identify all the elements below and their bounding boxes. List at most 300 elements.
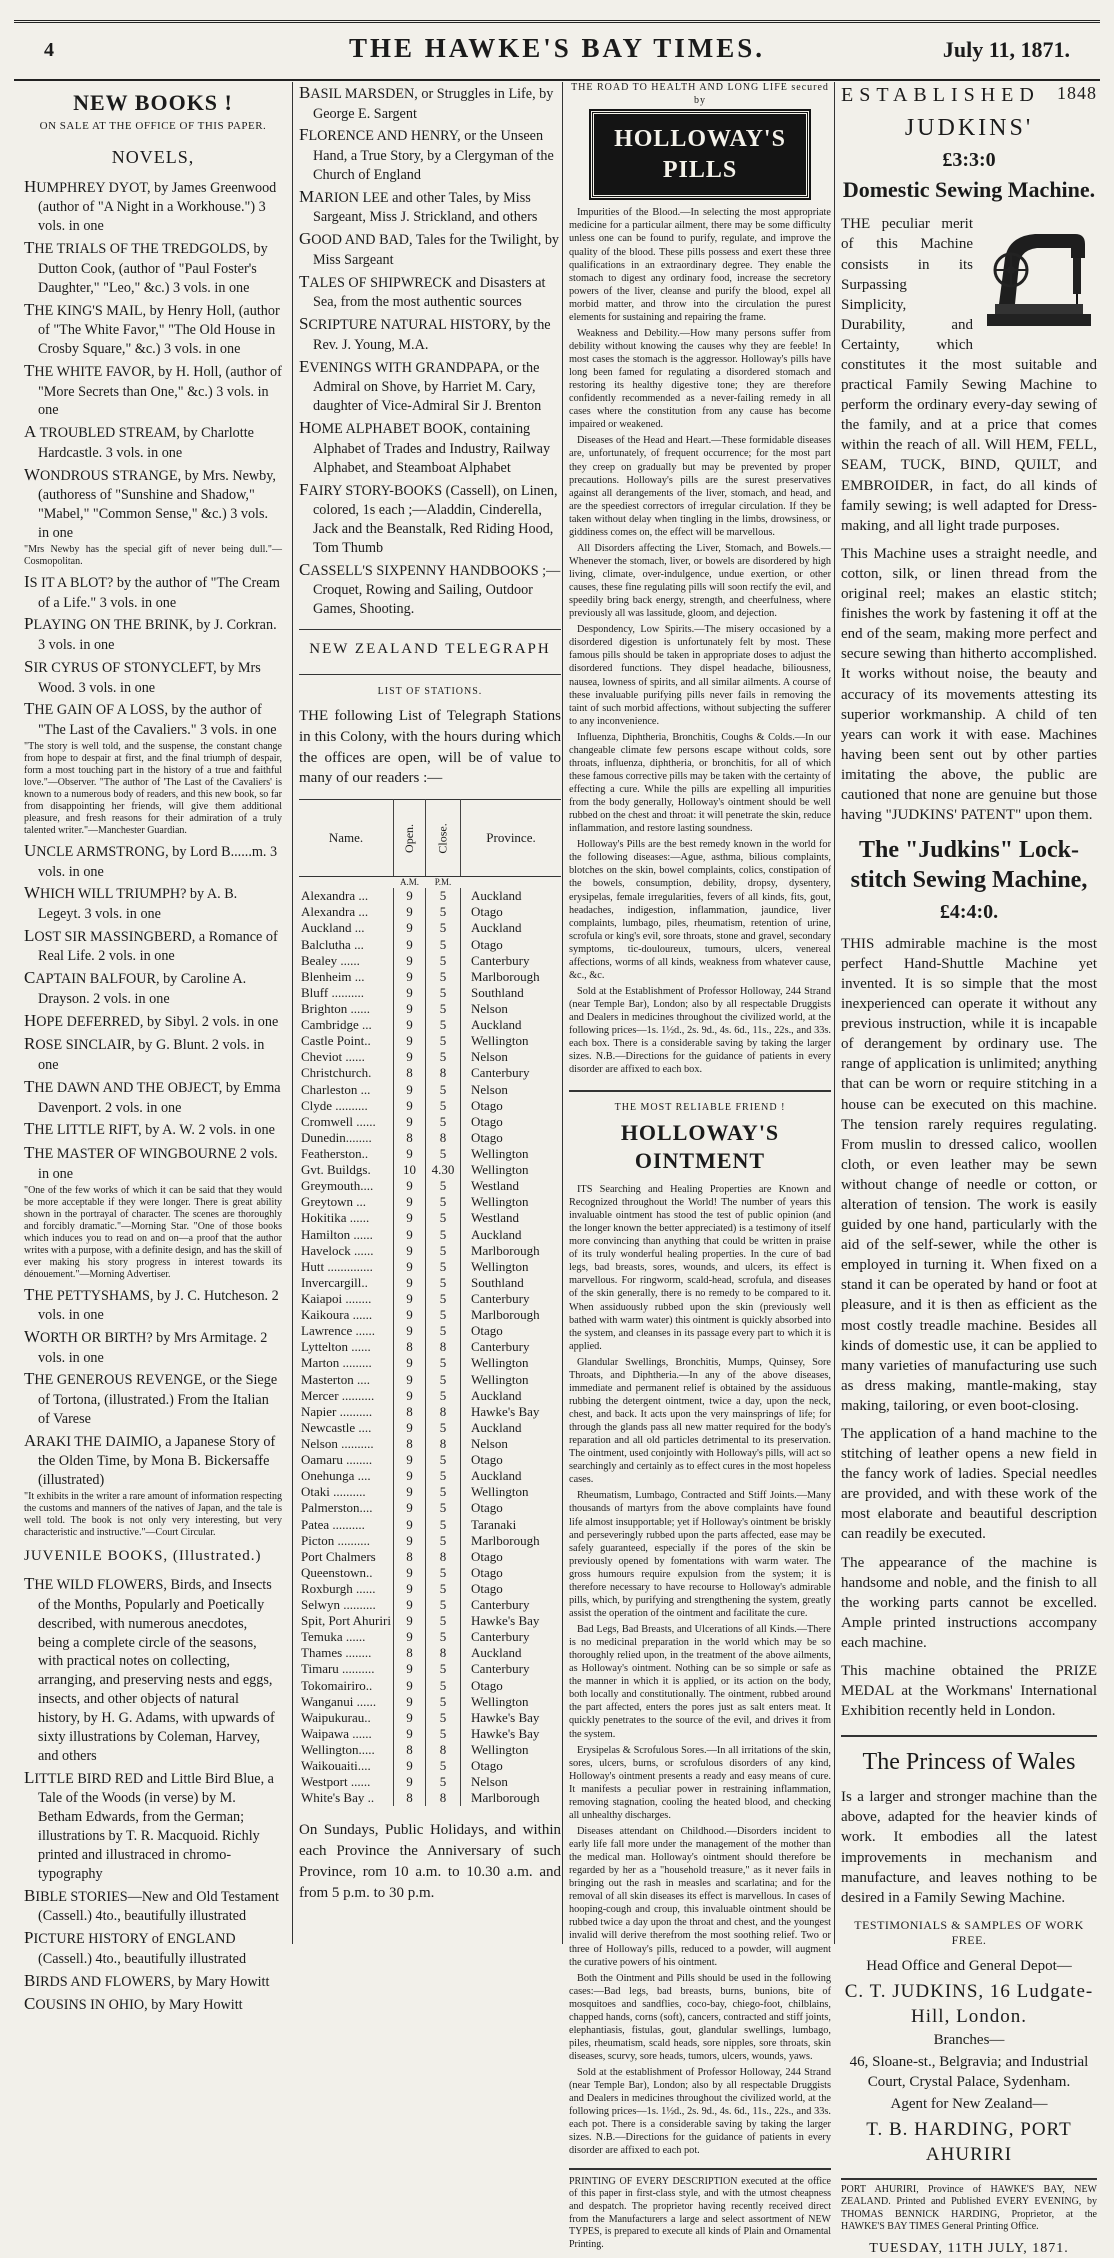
- station-name: Queenstown..: [301, 1564, 373, 1580]
- pills-banner: HOLLOWAY'S PILLS: [591, 111, 809, 198]
- close-hour: 8: [426, 1645, 461, 1661]
- table-row: [299, 1404, 561, 1420]
- close-hour: 5: [426, 1017, 461, 1033]
- open-hour: 8: [394, 1436, 426, 1452]
- station-name: Kaikoura ......: [301, 1307, 373, 1323]
- open-hour: 8: [394, 1645, 426, 1661]
- province: Auckland: [461, 1468, 562, 1484]
- open-hour: 9: [394, 1275, 426, 1291]
- station-name: Alexandra ...: [301, 904, 369, 920]
- close-hour: 5: [426, 1694, 461, 1710]
- station-name: Waikouaiti....: [301, 1758, 371, 1774]
- testimonials-line: TESTIMONIALS & SAMPLES OF WORK FREE.: [854, 1917, 1084, 1948]
- ad-paragraph: Glandular Swellings, Bronchitis, Mumps, Quinsey, Sore Throats, and Diphtheria.—In any of the above diseases, immediate and permanent relief is obtained by the assiduous rubbing the detergent ointment, twice a day, upon the neck, chest, and back. It acts upon the very mainsprings of life; for through the glands pass all new matter required for the body's reparation and all old particles detrimental to its preservation. The ointment, used conjointly with Holloway's pills, will act so searchingly and certainly as to effect cures in the most hopeless cases.: [569, 1356, 831, 1486]
- table-row: [299, 1581, 561, 1597]
- book-entry: THE GAIN OF A LOSS, by the author of "The Last of the Cavaliers." 3 vols. in one: [24, 699, 277, 739]
- province: Nelson: [461, 1082, 562, 1098]
- province: Taranaki: [461, 1517, 562, 1533]
- station-name: Gvt. Buildgs.: [301, 1162, 371, 1178]
- station-name: Bealey ......: [301, 952, 360, 968]
- telegraph-footer: On Sundays, Public Holidays, and within each Province the Anniversary of such Province, rom 10 a.m. to 10.30 a.m. and from 5 p.m. to 30 p.m.: [299, 1822, 561, 1901]
- column-header-close: Close.: [426, 800, 461, 877]
- close-hour: 5: [426, 1227, 461, 1243]
- pills-text: [569, 206, 831, 1076]
- new-books-subheading: ON SALE AT THE OFFICE OF THIS PAPER.: [39, 120, 267, 133]
- page-number: 4: [44, 39, 54, 61]
- masthead: [14, 20, 1100, 81]
- ad-paragraph: Weakness and Debility.—How many persons suffer from debility without knowing the causes why they are feeble! In most cases the stomach is the aggressor. Holloway's pills have long been famed for regulating a disordered stomach and restoring its healthy digestive tone; they are therefore confidently recommended as a never-failing remedy in all cases where the constitution from any cause has become impaired or weakened.: [569, 327, 831, 431]
- pills-tagline: THE ROAD TO HEALTH AND LONG LIFE secured by: [571, 82, 829, 106]
- province: Canterbury: [461, 1661, 562, 1677]
- province: Otago: [461, 1500, 562, 1516]
- province: Wellington: [461, 1372, 562, 1388]
- close-hour: 5: [426, 1243, 461, 1259]
- table-row: [299, 1243, 561, 1259]
- open-hour: 9: [394, 1581, 426, 1597]
- review-quote: "It exhibits in the writer a rare amount of information respecting the customs and manners of the natives of Japan, and the tale is well told. The book is not only very interesting, but very characteristic and instructive."—Court Circular.: [24, 1491, 282, 1539]
- station-name: Port Chalmers: [301, 1548, 376, 1564]
- station-name: Tokomairiro..: [301, 1677, 373, 1693]
- close-hour: 5: [426, 1484, 461, 1500]
- princess-description: Is a larger and stronger machine than the above, adapted for the heavier kinds of work. It embodies all the latest improvements in mechanism and manufacture, and leaves nothing to be desired in a Family Sewing Machine.: [841, 1789, 1097, 1906]
- juvenile-heading: JUVENILE BOOKS, (Illustrated.): [24, 1548, 262, 1565]
- close-hour: 5: [426, 1613, 461, 1629]
- close-hour: 5: [426, 1774, 461, 1790]
- close-hour: 5: [426, 1500, 461, 1516]
- close-hour: 5: [426, 1082, 461, 1098]
- book-entry: FAIRY STORY-BOOKS (Cassell), on Linen, colored, 1s each ;—Aladdin, Cinderella, Jack and the Beanstalk, Red Riding Hood, Tom Thumb: [299, 479, 558, 556]
- established-label: ESTABLISHED: [841, 84, 1040, 106]
- open-hour: 10: [394, 1162, 426, 1178]
- open-hour: 8: [394, 1790, 426, 1806]
- open-hour: 9: [394, 1661, 426, 1677]
- open-hour: 9: [394, 1500, 426, 1516]
- close-hour: 5: [426, 1468, 461, 1484]
- table-row: [299, 985, 561, 1001]
- lockstitch-title: The "Judkins" Lock-stitch Sewing Machine,: [850, 837, 1088, 894]
- province: Marlborough: [461, 1307, 562, 1323]
- book-entry: FLORENCE AND HENRY, or the Unseen Hand, a True Story, by a Clergyman of the Church of England: [299, 125, 554, 183]
- close-hour: 5: [426, 1355, 461, 1371]
- station-name: Selwyn ..........: [301, 1597, 376, 1613]
- table-row: [299, 1452, 561, 1468]
- province: Hawke's Bay: [461, 1726, 562, 1742]
- province: Wellington: [461, 1194, 562, 1210]
- province: Canterbury: [461, 1339, 562, 1355]
- close-hour: 5: [426, 1033, 461, 1049]
- close-hour: 5: [426, 1323, 461, 1339]
- ad-paragraph: Bad Legs, Bad Breasts, and Ulcerations of all Kinds.—There is no medicinal preparation in the world which may be so thoroughly relied upon, in the treatment of the above ailments, as Holloway's ointment. Nothing can be so simple or safe as the manner in which it is applied, or its action on the body, both locally and constitutionally. The ointment, rubbed around the part affected, enters the pores just as salt enters meat. It quickly penetrates to the source of the evil, and drives it from the system.: [569, 1624, 831, 1740]
- close-hour: 5: [426, 1001, 461, 1017]
- province: Canterbury: [461, 1291, 562, 1307]
- close-hour: 5: [426, 953, 461, 969]
- head-office-label: Head Office and General Depot—: [866, 1957, 1072, 1974]
- book-entry: EVENINGS WITH GRANDPAPA, or the Admiral on Shove, by Harriet M. Cary, daughter of Vice-Admiral Sir J. Brenton: [299, 356, 542, 415]
- province: Westland: [461, 1210, 562, 1226]
- telegraph-subheading: LIST OF STATIONS.: [377, 686, 483, 698]
- province: Otago: [461, 904, 562, 920]
- station-name: Lawrence ......: [301, 1323, 375, 1339]
- open-hour: 9: [394, 920, 426, 936]
- table-row: [299, 1468, 561, 1484]
- open-hour: 9: [394, 953, 426, 969]
- open-hour: 9: [394, 1114, 426, 1130]
- province: Hawke's Bay: [461, 1710, 562, 1726]
- established-year: 1848: [1057, 83, 1097, 103]
- open-hour: 9: [394, 1468, 426, 1484]
- close-hour: 5: [426, 1420, 461, 1436]
- book-entry: BIBLE STORIES—New and Old Testament (Cassell.) 4to., beautifully illustrated: [24, 1885, 279, 1925]
- close-hour: 5: [426, 1597, 461, 1613]
- open-hour: 9: [394, 1678, 426, 1694]
- province: Canterbury: [461, 1597, 562, 1613]
- province: Southland: [461, 1275, 562, 1291]
- close-hour: 5: [426, 1661, 461, 1677]
- table-row: [299, 1774, 561, 1790]
- table-row: [299, 1098, 561, 1114]
- station-name: Cambridge ...: [301, 1017, 372, 1033]
- open-hour: 9: [394, 1388, 426, 1404]
- close-hour: 8: [426, 1436, 461, 1452]
- province: Southland: [461, 985, 562, 1001]
- table-row: [299, 1291, 561, 1307]
- open-hour: 9: [394, 1452, 426, 1468]
- divider: [299, 674, 561, 675]
- station-name: Kaiapoi ........: [301, 1290, 372, 1306]
- dateline: TUESDAY, 11TH JULY, 1871.: [869, 2240, 1069, 2256]
- book-entry: BIRDS AND FLOWERS, by Mary Howitt: [24, 1970, 270, 1990]
- open-hour: 9: [394, 1565, 426, 1581]
- open-hour: 9: [394, 1146, 426, 1162]
- open-hour: 9: [394, 1243, 426, 1259]
- table-row: [299, 1533, 561, 1549]
- ad-paragraph: Influenza, Diphtheria, Bronchitis, Coughs & Colds.—In our changeable climate few persons escape without colds, sore throats, influenza, diphtheria, or bronchitis, for all of which these famous corrective pills may be taken with the certainty of effecting a cure. While the pills are expelling all impurities from the body generally, Holloway's ointment should be well rubbed on the chest and throat: it will penetrate the skin, reduce inflammation, and restore lasting soundness.: [569, 731, 831, 835]
- close-hour: 5: [426, 888, 461, 904]
- book-entry: WONDROUS STRANGE, by Mrs. Newby, (authoress of "Sunshine and Shadow," "Mabel," "Common Sense," &c.) 3 vols. in one: [24, 464, 276, 542]
- table-row: [299, 1001, 561, 1017]
- province: Auckland: [461, 1227, 562, 1243]
- province: Otago: [461, 1678, 562, 1694]
- book-entry: WORTH OR BIRTH? by Mrs Armitage. 2 vols. in one: [24, 1327, 268, 1366]
- province: Auckland: [461, 1017, 562, 1033]
- table-row: [299, 953, 561, 969]
- station-name: Napier ..........: [301, 1403, 373, 1419]
- table-row: [299, 1517, 561, 1533]
- station-name: Waipawa ......: [301, 1725, 372, 1741]
- column-holloway: [562, 82, 831, 2250]
- open-hour: 9: [394, 1291, 426, 1307]
- province: Otago: [461, 1758, 562, 1774]
- station-name: Invercargill..: [301, 1274, 368, 1290]
- station-name: Havelock ......: [301, 1242, 374, 1258]
- station-name: Wanganui ......: [301, 1693, 377, 1709]
- station-name: White's Bay ..: [301, 1790, 375, 1806]
- table-row: [299, 1500, 561, 1516]
- close-hour: 5: [426, 937, 461, 953]
- column-header-name: Name.: [299, 800, 394, 877]
- book-entry: A TROUBLED STREAM, by Charlotte Hardcastle. 3 vols. in one: [24, 422, 254, 461]
- review-quote: "One of the few works of which it can be said that they would be more acceptable if they were longer. There is great ability shown in the portrayal of character. The scenes are thoroughly and forcibly dramatic."—Morning Star. "One of those books which induces you to read on and on—a proof that the author writes with a purpose, with a definite design, and has the skill of ever making his story progress in interest towards its dénouement."—Morning Advertiser.: [24, 1184, 282, 1280]
- table-row: [299, 1629, 561, 1645]
- ad-paragraph: Impurities of the Blood.—In selecting the most appropriate medicine for a particular ailment, there may be some difficulty unless one can be found to purify, regulate, and improve the quality of the blood. These pills possess and exert these three qualifications in an extraordinary degree. They enable the stomach to digest any ordinary food, increase the secretory powers of the liver, cleanse and purify the blood, expel all morbid matter, and throw into the circulation the purest elements for sustaining and repairing the frame.: [569, 207, 831, 323]
- book-entry: THE KING'S MAIL, by Henry Holl, (author of "The White Favor," "The Old House in Crosby Square," &c.) 3 vols. in one: [24, 299, 280, 358]
- province: Auckland: [461, 888, 562, 904]
- column-header-province: Province.: [461, 800, 562, 877]
- table-row: [299, 1420, 561, 1436]
- table-row: [299, 1194, 561, 1210]
- close-hour: 8: [426, 1404, 461, 1420]
- close-hour: 5: [426, 1678, 461, 1694]
- open-hour: 9: [394, 1758, 426, 1774]
- ad-paragraph: ITS Searching and Healing Properties are Known and Recognized throughout the World! The number of years this invaluable ointment has stood the test of public opinion (and the longer known the better appreciated) is a testimony of itself more convincing than anything that could be written in praise of its truly wonderful healing properties. In the cure of bad legs, bad breasts, sores, wounds, and ulcers, its effect is marvellous. For ringworm, scald-head, scrofula, and diseases of the skin generally, there is no remedy to be compared to it. When assiduously rubbed upon the skin (previously well bathed with warm water) this ointment is quickly absorbed into the system, and cleanses in its passage every part to which it is applied.: [569, 1183, 831, 1352]
- ointment-title: HOLLOWAY'S OINTMENT: [620, 1120, 780, 1173]
- table-row: [299, 1710, 561, 1726]
- book-entry: HOPE DEFERRED, by Sibyl. 2 vols. in one: [24, 1010, 279, 1030]
- branches-label: Branches—: [933, 2032, 1005, 2049]
- new-books-heading: NEW BOOKS !: [73, 90, 233, 115]
- province: Otago: [461, 1098, 562, 1114]
- book-entry: PLAYING ON THE BRINK, by J. Corkran. 3 vols. in one: [24, 614, 277, 654]
- ad-paragraph: Diseases of the Head and Heart.—These formidable diseases are, unfortunately, of frequent occurrence; for the most part they creep on gradually but may be prevented by proper precautions. Holloway's pills are the surest preservatives against all derangements of the liver, stomach, and head, and are the speediest correctors of irregular circulation. If they be taken without delay when tingling in the limbs, drowsiness, or giddiness comes on, the effect will be marvellous.: [569, 435, 831, 538]
- close-hour: 8: [426, 1742, 461, 1758]
- review-quote: "Mrs Newby has the special gift of never being dull."—Cosmopolitan.: [24, 543, 282, 567]
- open-hour: 9: [394, 1694, 426, 1710]
- station-name: Lyttelton ......: [301, 1339, 371, 1355]
- close-hour: 5: [426, 969, 461, 985]
- station-name: Clyde ..........: [301, 1097, 368, 1113]
- province: Auckland: [461, 1420, 562, 1436]
- book-entry: HUMPHREY DYOT, by James Greenwood (author of "A Night in a Workhouse.") 3 vols. in one: [24, 176, 277, 235]
- station-name: Patea ..........: [301, 1516, 365, 1532]
- book-entry: ROSE SINCLAIR, by G. Blunt. 2 vols. in one: [24, 1034, 265, 1074]
- table-row: [299, 877, 561, 889]
- province: Nelson: [461, 1001, 562, 1017]
- domestic-description-2: This Machine uses a straight needle, and cotton, silk, or linen thread from the original reel; makes an elastic stitch; finishes the work by fastening it off at the end of the seam, making more perfect and secure sewing than hitherto accomplished. It works without noise, the beauty and accuracy of its movements attesting its superior workmanship. A child of ten years can work it with ease. Machines having been sent out by other parties imitating the above, the public are cautioned that none are genuine but those having "JUDKINS' PATENT" upon them.: [841, 545, 1097, 824]
- province: Marlborough: [461, 1533, 562, 1549]
- province: Nelson: [461, 1436, 562, 1452]
- station-name: Otaki ..........: [301, 1484, 366, 1500]
- open-hour: 8: [394, 1742, 426, 1758]
- close-hour: 5: [426, 1629, 461, 1645]
- ad-paragraph: Sold at the establishment of Professor Holloway, 244 Strand (near Temple Bar), London; also by all respectable Druggists and Dealers in medicines throughout the civilized world, at the following prices—1s. 1½d., 2s. 9d., 4s. 6d., 11s., 22s., and 33s. each pot. There is a considerable saving by taking the larger sizes. N.B.—Directions for the guidance of patients in every disorder are affixed to each pot.: [569, 2067, 831, 2157]
- table-row: [299, 1049, 561, 1065]
- table-row: [299, 1227, 561, 1243]
- price-domestic: £3:3:0: [942, 148, 996, 171]
- station-name: Charleston ...: [301, 1081, 371, 1097]
- close-hour: 5: [426, 1581, 461, 1597]
- open-hour: 9: [394, 1323, 426, 1339]
- close-hour: 5: [426, 1388, 461, 1404]
- book-entry: BASIL MARSDEN, or Struggles in Life, by George E. Sargent: [299, 83, 554, 122]
- table-row: [299, 1210, 561, 1226]
- branches-address: 46, Sloane-st., Belgravia; and Industrial Court, Crystal Palace, Sydenham.: [849, 2054, 1089, 2091]
- ointment-text: [569, 1183, 831, 2158]
- station-name: Hutt ..............: [301, 1258, 373, 1274]
- book-entry: UNCLE ARMSTRONG, by Lord B......m. 3 vols. in one: [24, 840, 278, 880]
- province: Canterbury: [461, 1065, 562, 1081]
- domestic-machine-title: Domestic Sewing Machine.: [842, 177, 1096, 203]
- province: Auckland: [461, 920, 562, 936]
- station-name: Palmerston....: [301, 1500, 373, 1516]
- open-hour: 9: [394, 1726, 426, 1742]
- ad-paragraph: Holloway's Pills are the best remedy known in the world for the following diseases:—Ague, asthma, bilious complaints, blotches on the skin, bowel complaints, colics, constipation of the bowels, consumption, debility, dropsy, dysentery, erysipelas, female irregularities, fevers of all kinds, fits, gout, headaches, indigestion, inflammation, jaundice, liver complaints, lumbago, piles, rheumatism, retention of urine, scrofula or king's evil, sore throats, stone and gravel, secondary symptoms, tic-douloureux, tumours, ulcers, venereal affections, worms of all kinds, weakness from whatever cause, &c., &c.: [569, 839, 831, 981]
- ad-paragraph: Both the Ointment and Pills should be used in the following cases:—Bad legs, bad breasts, burns, bunions, bite of mosquitoes and sandflies, coco-bay, chiego-foot, chilblains, chapped hands, corns (soft), cancers, contracted and stiff joints, elephantiasis, fistulas, gout, glandular swellings, lumbago, piles, rheumatism, scald heads, sore nipples, sore throats, skin diseases, scurvy, sore heads, tumors, ulcers, wounds, yaws.: [569, 1972, 831, 2062]
- station-name: Temuka ......: [301, 1629, 366, 1645]
- station-name: Castle Point..: [301, 1033, 371, 1049]
- close-hour: 5: [426, 1146, 461, 1162]
- juvenile-list: [24, 1573, 282, 2016]
- table-row: [299, 904, 561, 920]
- province: Nelson: [461, 1049, 562, 1065]
- close-hour: 8: [426, 1790, 461, 1806]
- book-entry: LOST SIR MASSINGBERD, a Romance of Real Life. 2 vols. in one: [24, 925, 278, 965]
- ad-paragraph: Despondency, Low Spirits.—The misery occasioned by a disordered digestion is unfortunately felt by most. These famous pills should be taken in appropriate doses to adjust the disordered functions. They dispel headache, biliousness, nausea, lowness of spirits, and all similar ailments. A course of these invaluable purifying pills never fails in removing the taint of such morbid affections, without subjecting the sufferer to any inconvenience.: [569, 624, 831, 727]
- table-row: [299, 1758, 561, 1774]
- province: Nelson: [461, 1774, 562, 1790]
- lockstitch-leather: The application of a hand machine to the stitching of leather opens a new field in the fancy work of ladies. Special needles are provided, and with these work of the most elaborate and beautiful description can readily be executed.: [841, 1426, 1097, 1543]
- lockstitch-description: THIS admirable machine is the most perfect Hand-Shuttle Machine yet invented. It is so simple that the most inexperienced can operate it without any previous instruction, while it is incapable of derangement by ordinary use. The range of application is unlimited; anything that can be worn or require stitching in a house can be executed on this machine. The tension rarely requires regulating. From muslin to dressed calico, woollen cloth, or even leather may be sewn without change of needle or cotton, or alteration of tension. The work is easily guided by one hand, particularly with the aid of the self-sewer, while the other is employed in turning it. When fixed on a stand it can be operated by hand or foot at pleasure, and it is then as efficient as the most costly treadle machine. Besides all kinds of domestic use, it can be applied to many varieties of manufacturing use such as dress making, mantle-making, stay making, tailoring, or even boot-closing.: [841, 935, 1097, 1414]
- book-entry: CAPTAIN BALFOUR, by Caroline A. Drayson. 2 vols. in one: [24, 968, 247, 1007]
- issue-date: July 11, 1871.: [942, 37, 1070, 62]
- station-name: Thames ........: [301, 1645, 372, 1661]
- lockstitch-appearance: The appearance of the machine is handsome and noble, and the finish to all the working parts cannot be excelled. Ample printed instructions accompany each machine.: [841, 1554, 1097, 1651]
- table-row: [299, 1339, 561, 1355]
- station-name: Bluff ..........: [301, 984, 364, 1000]
- open-hour: 8: [394, 1404, 426, 1420]
- open-hour: 9: [394, 1098, 426, 1114]
- table-row: [299, 1372, 561, 1388]
- station-name: Roxburgh ......: [301, 1580, 376, 1596]
- province: Wellington: [461, 1742, 562, 1758]
- open-hour: 9: [394, 1774, 426, 1790]
- divider: [569, 1090, 831, 1092]
- province: Hawke's Bay: [461, 1613, 562, 1629]
- novels-list: [24, 176, 282, 1539]
- province: Otago: [461, 1549, 562, 1565]
- station-name: Cromwell ......: [301, 1113, 376, 1129]
- more-books-list: [299, 82, 561, 619]
- table-row: [299, 1146, 561, 1162]
- domestic-description: THE peculiar merit of this Machine consists in its Surpassing Simplicity, Durability, and Certainty, which constitutes it the most suitable and practical Family Sewing Machine to perform the ordinary every-day sewing of the family, and at a price that comes within the reach of all. Will HEM, FELL, SEAM, TUCK, BIND, QUILT, and EMBROIDER, in fact, do all kinds of family sewing; is well adapted for Dress-making, and all light trade purposes.: [841, 216, 1097, 534]
- table-row: [299, 1355, 561, 1371]
- table-row: [299, 969, 561, 985]
- table-row: [299, 1790, 561, 1806]
- open-hour: 9: [394, 1049, 426, 1065]
- book-entry: GOOD AND BAD, Tales for the Twilight, by Miss Sargeant: [299, 229, 560, 268]
- book-entry: SIR CYRUS OF STONYCLEFT, by Mrs Wood. 3 vols. in one: [24, 656, 261, 696]
- open-hour: 9: [394, 1001, 426, 1017]
- station-name: Newcastle ....: [301, 1419, 372, 1435]
- close-hour: 5: [426, 1291, 461, 1307]
- open-hour: 9: [394, 1597, 426, 1613]
- ad-paragraph: Erysipelas & Scrofulous Sores.—In all irritations of the skin, sores, ulcers, burns, or scrofulous disorders of any kind, Holloway's ointment presents a ready and easy means of cure. It manifests a peculiar power in restraining inflammation, removing stagnation, cooling the heated blood, and checking all unhealthy discharges.: [569, 1744, 831, 1821]
- table-row: [299, 1275, 561, 1291]
- sewing-machine-icon: [979, 218, 1097, 336]
- agent-label: Agent for New Zealand—: [890, 2096, 1048, 2113]
- review-quote: "The story is well told, and the suspense, the constant change from hope to despair at first, and the final triumph of despair, form a most touching part in the history of a true and faithful love."—Observer. "The author of 'The Last of the Cavaliers' is known to a numerous body of readers, and this new book, so far from disappointing her friends, will give them additional pleasure, and fresh reasons for their admiration of a truly talented writer."—Manchester Guardian.: [24, 740, 282, 836]
- station-name: Dunedin........: [301, 1129, 372, 1145]
- open-hour: 9: [394, 1629, 426, 1645]
- table-row: [299, 1661, 561, 1677]
- province: Wellington: [461, 1146, 562, 1162]
- close-hour: 8: [426, 1339, 461, 1355]
- close-hour: 5: [426, 920, 461, 936]
- book-entry: TALES OF SHIPWRECK and Disasters at Sea, from the most authentic sources: [299, 271, 546, 311]
- station-name: Oamaru ........: [301, 1452, 373, 1468]
- open-hour: 9: [394, 1017, 426, 1033]
- close-hour: 5: [426, 1114, 461, 1130]
- close-hour: 5: [426, 1710, 461, 1726]
- open-hour: 9: [394, 969, 426, 985]
- am-label: A.M.: [399, 877, 419, 888]
- station-name: Auckland ...: [301, 920, 365, 936]
- telegraph-intro: THE following List of Telegraph Stations in this Colony, with the hours during which the offices are open, will be of value to many of our readers :—: [299, 708, 561, 787]
- province: Wellington: [461, 1484, 562, 1500]
- table-row: [299, 937, 561, 953]
- table-row: [299, 1613, 561, 1629]
- novels-heading: NOVELS,: [111, 146, 195, 167]
- price-lockstitch: £4:4:0.: [939, 901, 999, 924]
- table-row: [299, 1082, 561, 1098]
- open-hour: 9: [394, 1517, 426, 1533]
- book-entry: CASSELL'S SIXPENNY HANDBOOKS ;—Croquet, Rowing and Sailing, Outdoor Games, Shooting.: [299, 559, 561, 618]
- table-row: [299, 1017, 561, 1033]
- table-row: [299, 1678, 561, 1694]
- station-name: Westport ......: [301, 1774, 371, 1790]
- province: Otago: [461, 937, 562, 953]
- open-hour: 9: [394, 1307, 426, 1323]
- book-entry: THE DAWN AND THE OBJECT, by Emma Davenport. 2 vols. in one: [24, 1076, 281, 1116]
- province: Otago: [461, 1130, 562, 1146]
- close-hour: 5: [426, 1259, 461, 1275]
- close-hour: 4.30: [426, 1162, 461, 1178]
- province: Otago: [461, 1114, 562, 1130]
- book-entry: LITTLE BIRD RED and Little Bird Blue, a Tale of the Woods (in verse) by M. Betham Edwards, from the German; illustrations by T. R. Macquoid. Richly printed and illustraced in chromo-typography: [24, 1767, 274, 1882]
- telegraph-table: [299, 799, 561, 1806]
- station-name: Spit, Port Ahuriri: [301, 1613, 391, 1629]
- station-name: Picton ..........: [301, 1532, 370, 1548]
- open-hour: 9: [394, 904, 426, 920]
- book-entry: THE WILD FLOWERS, Birds, and Insects of the Months, Popularly and Poetically described, with numerous anecdotes, being a complete circle of the seasons, with practical notes on collecting, arranging, and preserving nests and eggs, insects, and other objects of natural history, by H. G. Adams, with upwards of sixty illustrations by Coleman, Harvey, and others: [24, 1574, 275, 1764]
- station-name: Blenheim ...: [301, 968, 365, 984]
- close-hour: 5: [426, 1275, 461, 1291]
- close-hour: 5: [426, 1098, 461, 1114]
- province: Otago: [461, 1581, 562, 1597]
- book-entry: MARION LEE and other Tales, by Miss Sargeant, Miss J. Strickland, and others: [299, 186, 538, 226]
- open-hour: 9: [394, 1194, 426, 1210]
- close-hour: 5: [426, 1533, 461, 1549]
- book-entry: WHICH WILL TRIUMPH? by A. B. Legeyt. 3 vols. in one: [24, 883, 238, 922]
- close-hour: 5: [426, 1517, 461, 1533]
- province: Marlborough: [461, 969, 562, 985]
- princess-of-wales-title: The Princess of Wales: [862, 1749, 1076, 1776]
- newspaper-title: THE HAWKE'S BAY TIMES.: [348, 33, 766, 63]
- book-entry: THE LITTLE RIFT, by A. W. 2 vols. in one: [24, 1119, 275, 1139]
- close-hour: 5: [426, 1307, 461, 1323]
- divider: [841, 1735, 1097, 1737]
- prize-medal: This machine obtained the PRIZE MEDAL at the Workmans' International Exhibition recently held in London.: [841, 1663, 1097, 1720]
- book-entry: PICTURE HISTORY of ENGLAND (Cassell.) 4to., beautifully illustrated: [24, 1928, 247, 1967]
- column-header-open: Open.: [394, 800, 426, 877]
- province: Wellington: [461, 1694, 562, 1710]
- open-hour: 9: [394, 888, 426, 904]
- province: Wellington: [461, 1355, 562, 1371]
- station-name: Cheviot ......: [301, 1049, 365, 1065]
- province: Auckland: [461, 1388, 562, 1404]
- open-hour: 9: [394, 1178, 426, 1194]
- table-row: [299, 888, 561, 904]
- close-hour: 5: [426, 1565, 461, 1581]
